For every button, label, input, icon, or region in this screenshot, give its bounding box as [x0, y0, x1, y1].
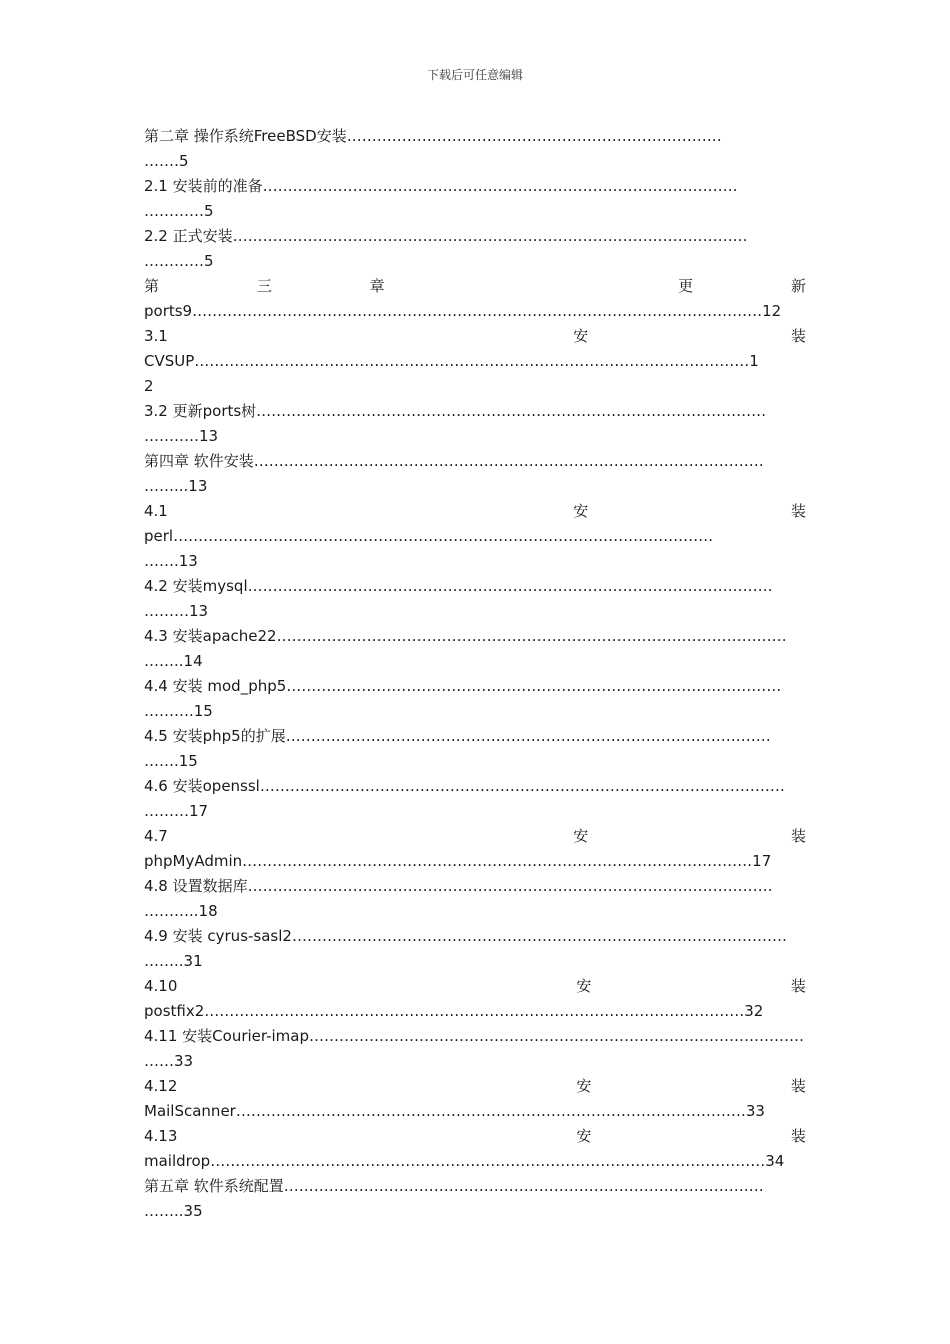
toc-line-word: 装 [790, 1077, 806, 1095]
toc-line: 2.1 安装前的准备…………………………………………………………………………………‥ [144, 177, 738, 195]
toc-line-word: 装 [790, 327, 806, 345]
toc-line-word: 新 [790, 277, 806, 295]
toc-line: ……...13 [144, 477, 208, 495]
toc-line: 4.11 安装Courier-imap……………………………………………………………………………………… [144, 1027, 805, 1045]
toc-line-word: 章 [369, 277, 385, 295]
toc-line: 4.4 安装 mod_php5……………………………………………………………………………………… [144, 677, 782, 695]
toc-line-word: 3.1 [144, 327, 168, 345]
toc-line-word: 4.7 [144, 827, 168, 845]
toc-line-word: 4.1 [144, 502, 168, 520]
toc-line [144, 324, 806, 349]
toc-line [144, 824, 806, 849]
toc-line: perl……………………………………………………………………………………………… [144, 527, 714, 545]
toc-line: CVSUP…………………………………………………………………………………………………1 [144, 352, 759, 370]
toc-line: 第五章 软件系统配置…………………………………………………………………………………… [144, 1177, 764, 1195]
toc-line: phpMyAdmin…………………………………………………………………………………………17 [144, 852, 772, 870]
toc-line: 3.2 更新ports树………………………………………………………………………………………… [144, 402, 767, 420]
toc-line: 4.2 安装mysql…………………………………………………………………………………………… [144, 577, 773, 595]
toc-line: postfix2………………………………………………………………………………………………32 [144, 1002, 764, 1020]
toc-line: ………17 [144, 802, 209, 820]
toc-line-word: 装 [790, 1127, 806, 1145]
toc-line: ……..35 [144, 1202, 203, 1220]
toc-line-word: 装 [790, 502, 806, 520]
toc-line-word: 更 [678, 277, 694, 295]
toc-line-word: 安 [573, 827, 589, 845]
toc-line [144, 1074, 806, 1099]
toc-line: 4.6 安装openssl…………………………………………………………………………………………… [144, 777, 785, 795]
toc-line [144, 274, 806, 299]
toc-line: ……..14 [144, 652, 203, 670]
toc-line: ……․5 [144, 152, 189, 170]
toc-line-word: 安 [573, 327, 589, 345]
toc-line: ………‥13 [144, 427, 219, 445]
toc-line: …………5 [144, 202, 214, 220]
toc-line-word: 4.10 [144, 977, 178, 995]
toc-line: 4.3 安装apache22………………………………………………………………………………………… [144, 627, 787, 645]
toc-line: 4.5 安装php5的扩展…………………………………………………………………………․………… [144, 727, 771, 745]
toc-line: 第二章 操作系统FreeBSD安装………………………………………………………………… [144, 127, 722, 145]
toc-line-word: 4.13 [144, 1127, 178, 1145]
toc-line-word: 4.12 [144, 1077, 178, 1095]
toc-line: 2 [144, 377, 154, 395]
toc-line: 4.9 安装 cyrus-sasl2……………………………………………………………………………………… [144, 927, 787, 945]
toc-line: ……33 [144, 1052, 194, 1070]
toc-line-word: 安 [573, 502, 589, 520]
toc-line: ………..18 [144, 902, 218, 920]
toc-line: ……….15 [144, 702, 213, 720]
toc-line: ………13 [144, 602, 209, 620]
toc-line-word: 安 [576, 1127, 592, 1145]
toc-line-word: 装 [790, 827, 806, 845]
page-header: 下载后可任意编辑 [426, 68, 523, 82]
toc-line-word: 安 [576, 977, 592, 995]
toc-line: 2.2 正式安装………………………………………………………………………………………․… [144, 227, 748, 245]
toc-line: …….15 [144, 752, 198, 770]
toc-line-word: 三 [256, 277, 272, 295]
toc-line-word: 装 [790, 977, 806, 995]
table-of-contents [144, 124, 806, 1224]
toc-line: 4.8 设置数据库…………………………………………………………………………………………… [144, 877, 773, 895]
toc-line-word: 安 [576, 1077, 592, 1095]
toc-line: maildrop…………………………………………………………………………………………………34 [144, 1152, 785, 1170]
toc-line [144, 499, 806, 524]
toc-line: ports9……………………………………………………………………………………………………12 [144, 302, 782, 320]
toc-line: 第四章 软件安装………………………………………………………………………………………… [144, 452, 764, 470]
toc-line: …………5 [144, 252, 214, 270]
toc-line-word: 第 [144, 277, 160, 295]
toc-line: ……..31 [144, 952, 203, 970]
toc-line: …….13 [144, 552, 198, 570]
toc-line: MailScanner…………………………………………………………………………………………33 [144, 1102, 765, 1120]
toc-line [144, 974, 806, 999]
toc-line [144, 1124, 806, 1149]
